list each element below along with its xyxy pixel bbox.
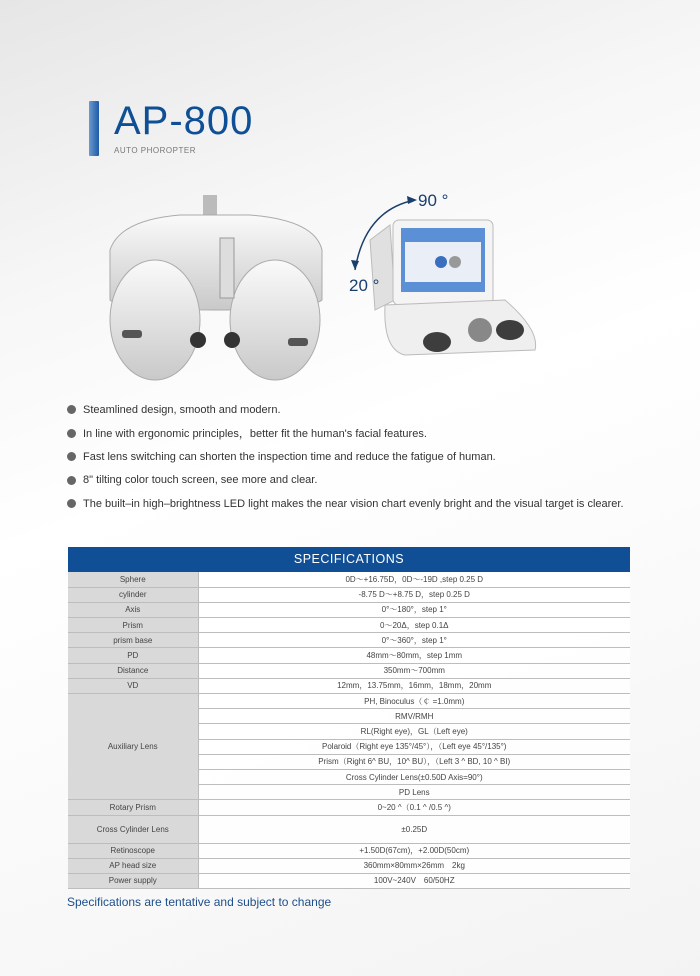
bullet-icon (67, 499, 76, 508)
spec-label: Sphere (68, 572, 198, 587)
spec-value: 0～20Δ，step 0.1Δ (198, 618, 630, 633)
table-row (68, 572, 630, 587)
bullet-icon (67, 452, 76, 461)
spec-value: Prism（Right 6^ BU，10^ BU），（Left 3 ^ BD, 10 ^ BI) (198, 754, 630, 769)
feature-text: Fast lens switching can shorten the inspection time and reduce the fatigue of human. (83, 450, 496, 463)
feature-item (67, 445, 667, 469)
table-row (68, 602, 630, 617)
spec-value: +1.50D(67cm)，+2.00D(50cm) (198, 843, 630, 858)
spec-value: PH, Binoculus（￠ =1.0mm) (198, 694, 630, 709)
feature-list (67, 398, 667, 516)
table-row (68, 587, 630, 602)
spec-value: 350mm～700mm (198, 663, 630, 678)
tilt-angle-min-label: 20 ° (349, 276, 380, 295)
feature-item (67, 398, 667, 422)
spec-value: 0D～+16.75D，0D～-19D ,step 0.25 D (198, 572, 630, 587)
tilt-angle-max-label: 90 ° (418, 191, 449, 210)
spec-value: RMV/RMH (198, 709, 630, 724)
product-subtitle: AUTO PHOROPTER (114, 146, 196, 155)
product-title: AP-800 (114, 99, 254, 143)
spec-label: Distance (68, 663, 198, 678)
table-row (68, 618, 630, 633)
spec-label: Retinoscope (68, 843, 198, 858)
spec-value: 0°～360°，step 1° (198, 633, 630, 648)
spec-label: Auxiliary Lens (68, 694, 198, 800)
title-accent-bar (89, 101, 99, 156)
spec-label: Rotary Prism (68, 800, 198, 815)
spec-value: 360mm×80mm×26mm 2kg (198, 858, 630, 873)
spec-table (68, 572, 630, 889)
feature-item (67, 422, 667, 446)
bullet-icon (67, 429, 76, 438)
spec-value: 0~20 ^（0.1 ^ /0.5 ^) (198, 800, 630, 815)
table-row (68, 815, 630, 843)
spec-label: PD (68, 648, 198, 663)
spec-label: Axis (68, 602, 198, 617)
feature-text: Steamlined design, smooth and modern. (83, 403, 281, 416)
specifications-table (68, 547, 630, 889)
bullet-icon (67, 476, 76, 485)
spec-value: ±0.25D (198, 815, 630, 843)
spec-value: 100V~240V 60/50HZ (198, 873, 630, 888)
spec-value: PD Lens (198, 785, 630, 800)
bullet-icon (67, 405, 76, 414)
spec-label: Cross Cylinder Lens (68, 815, 198, 843)
footnote: Specifications are tentative and subject to change (67, 895, 332, 909)
table-row (68, 800, 630, 815)
table-row (68, 648, 630, 663)
table-row (68, 694, 630, 709)
table-row (68, 873, 630, 888)
spec-value: 48mm～80mm，step 1mm (198, 648, 630, 663)
feature-text: In line with ergonomic principles，better fit the human's facial features. (83, 428, 427, 441)
feature-item (67, 492, 667, 516)
specifications-header: SPECIFICATIONS (68, 547, 630, 572)
spec-label: AP head size (68, 858, 198, 873)
table-row (68, 858, 630, 873)
spec-value: Cross Cylinder Lens(±0.50D Axis=90°) (198, 769, 630, 784)
feature-text: 8" tilting color touch screen, see more and clear. (83, 474, 318, 487)
table-row (68, 663, 630, 678)
spec-value: 0°～180°，step 1° (198, 602, 630, 617)
table-row (68, 633, 630, 648)
feature-text: The built–in high–brightness LED light makes the near vision chart evenly bright and the visual target is clearer. (83, 497, 624, 510)
spec-value: RL(Right eye)，GL（Left eye) (198, 724, 630, 739)
feature-item (67, 469, 667, 493)
spec-label: Power supply (68, 873, 198, 888)
spec-label: Prism (68, 618, 198, 633)
spec-label: VD (68, 678, 198, 693)
spec-label: prism base (68, 633, 198, 648)
spec-value: Polaroid（Right eye 135°/45°），（Left eye 45°/135°) (198, 739, 630, 754)
table-row (68, 843, 630, 858)
spec-label: cylinder (68, 587, 198, 602)
spec-value: -8.75 D～+8.75 D，step 0.25 D (198, 587, 630, 602)
phoropter-image (100, 190, 330, 385)
spec-value: 12mm，13.75mm，16mm，18mm，20mm (198, 678, 630, 693)
table-row (68, 678, 630, 693)
